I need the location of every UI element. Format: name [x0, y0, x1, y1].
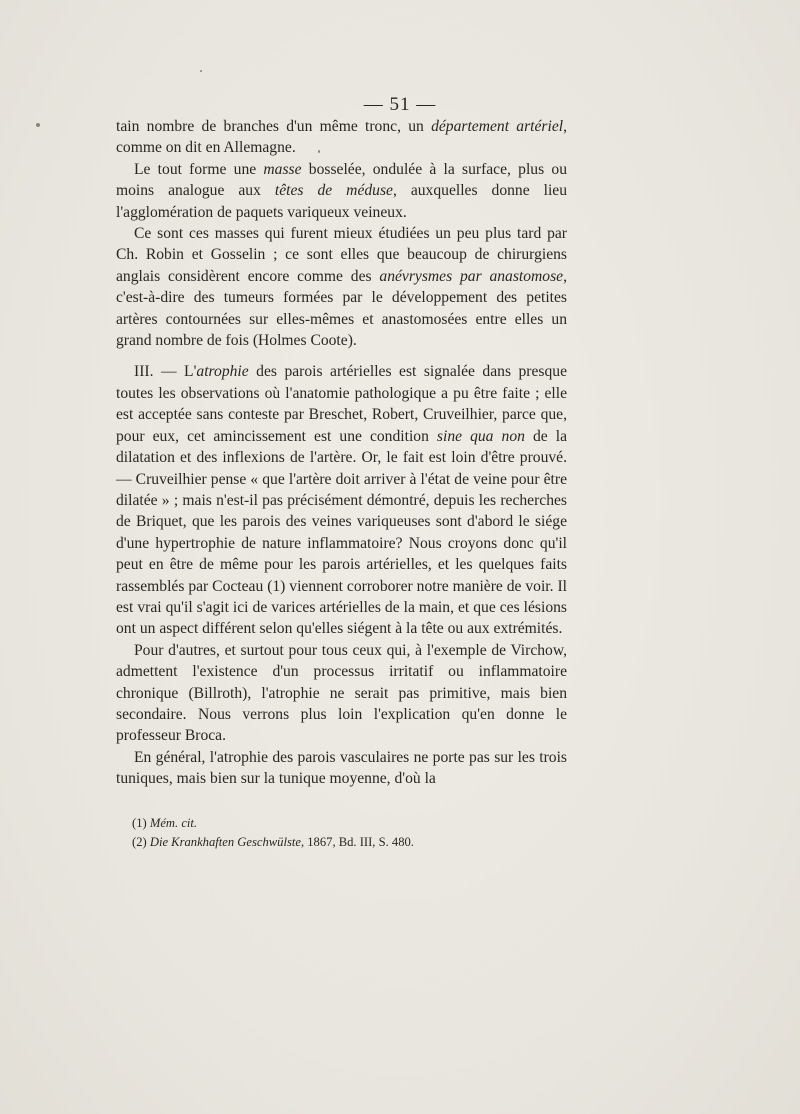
italic-text: têtes de méduse: [274, 182, 393, 200]
italic-text: masse: [263, 160, 302, 178]
text-run: Pour d'autres, et surtout pour tous ceux qui, à l'exemple de Virchow, admettent l'existence d'un processus irritatif ou inflammatoire chronique (Billroth), l'atrophie ne serait pas primitive, mais bien secondaire. Nous verrons plus loin l'explication qu'en donne le professeur Broca.: [116, 641, 567, 745]
paragraph: [116, 747, 567, 790]
paper-speck: [36, 123, 40, 127]
paragraph: [116, 361, 567, 639]
text-run: III. — L': [134, 363, 197, 381]
paragraph: [116, 116, 567, 159]
paper-speck: [200, 70, 202, 72]
text-run: Le tout forme une: [134, 160, 264, 178]
footnote: [132, 833, 567, 852]
italic-text: Die Krankhaften Geschwülste: [149, 835, 301, 849]
text-run: , comme on dit en Allemagne.: [116, 118, 567, 157]
paragraph: [116, 159, 567, 223]
italic-text: Mém. cit.: [149, 816, 198, 830]
italic-text: atrophie: [196, 363, 249, 381]
text-run: Ce sont ces masses qui furent mieux étudiées un peu plus tard par Ch. Robin et Gosselin ; ce sont elles que beaucoup de chirurgiens anglais considèrent encore comme des: [116, 225, 567, 285]
italic-text: anévrysmes par anastomose: [379, 267, 564, 285]
text-run: En général, l'atrophie des parois vasculaires ne porte pas sur les trois tuniques, mais bien sur la tunique moyenne, d'où la: [116, 748, 567, 788]
page-number: — 51 —: [363, 94, 437, 115]
text-run: , c'est-à-dire des tumeurs formées par le développement des petites artères contournées sur elles-mêmes et anastomosées entre elles un grand nombre de fois (Holmes Coote).: [116, 267, 568, 350]
text-run: (2): [132, 835, 150, 849]
paper-speck: [318, 150, 320, 153]
body-text: [116, 116, 567, 790]
paragraph: [116, 640, 567, 747]
italic-text: sine qua non: [436, 427, 525, 445]
italic-text: département artériel: [431, 118, 564, 135]
text-run: tain nombre de branches d'un même tronc, un: [116, 118, 432, 135]
paragraph: [116, 223, 567, 351]
text-run: , 1867, Bd. III, S. 480.: [300, 835, 414, 849]
footnotes: [132, 814, 567, 852]
text-run: , auxquelles donne lieu l'agglomération de paquets variqueux veineux.: [116, 182, 567, 221]
text-run: des parois artérielles est signalée dans presque toutes les observations où l'anatomie pathologique a pu être faite ; elle est acceptée sans conteste par Breschet, Robert, Cruveilhier, parce que, pour eux, cet amincissement est une condition: [116, 363, 567, 445]
text-run: de la dilatation et des inflexions de l'artère. Or, le fait est loin d'être prouvé. — Cruveilhier pense « que l'artère doit arriver à l'état de veine pour être dilatée » ; mais n'est-il pas précisément démontré, depuis les recherches de Briquet, que les parois des veines variqueuses sont d'abord le siége d'une hypertrophie de nature inflammatoire? Nous croyons donc qu'il peut en être de même pour les parois artérielles, et les quelques faits rassemblés par Cocteau (1) viennent corroborer notre manière de voir. Il est vrai qu'il s'agit ici de varices artérielles de la main, et que ces lésions ont un aspect différent selon qu'elles siégent à la tête ou aux extrémités.: [116, 427, 567, 638]
footnote: [132, 814, 567, 833]
text-run: bosselée, ondulée à la surface, plus ou moins analogue aux: [116, 160, 567, 200]
text-run: (1): [132, 816, 150, 830]
